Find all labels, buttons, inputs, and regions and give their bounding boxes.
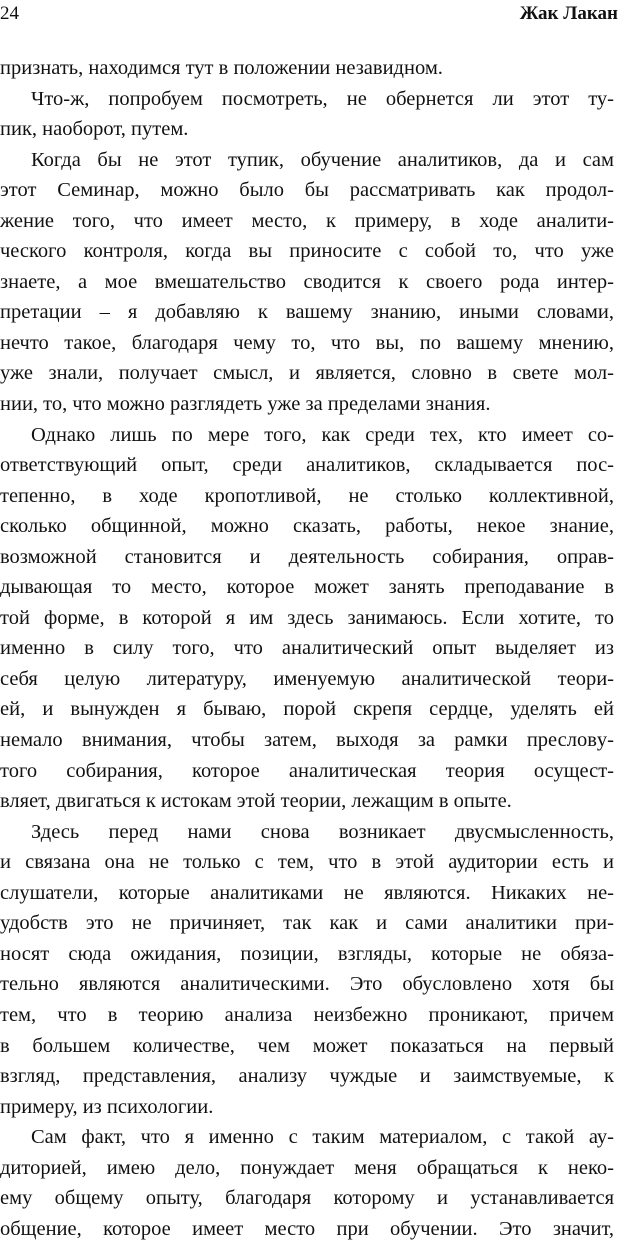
text-line: уже знали, получает смысл, и является, словно в свете мол- — [0, 362, 614, 385]
text-line: знаете, а мое вмешательство сводится к своего рода интер- — [0, 270, 614, 293]
page-number: 24 — [0, 3, 19, 24]
text-line: Сам факт, что я именно с таким материалом, с такой ау- — [31, 1126, 614, 1149]
text-line: ей, и вынужден я бываю, порой скрепя сердце, уделять ей — [0, 698, 614, 721]
text-line: именно в силу того, что аналитический опыт выделяет из — [0, 637, 614, 660]
paragraph — [0, 53, 614, 84]
text-line: той форме, в которой я им здесь занимаюсь. Если хотите, то — [0, 606, 614, 629]
text-line: тепенно, в ходе кропотливой, не столько коллективной, — [0, 484, 614, 507]
text-line: тельно являются аналитическими. Это обусловлено хотя бы — [0, 973, 614, 996]
text-line: примеру, из психологии. — [0, 1095, 214, 1118]
text-line: себя целую литературу, именуемую аналитической теори- — [0, 667, 614, 690]
text-line: взгляд, представления, анализу чуждые и заимствуемые, к — [0, 1065, 614, 1088]
running-head: Жак Лакан — [519, 3, 618, 24]
text-line: диторией, имею дело, понуждает меня обращаться к неко- — [0, 1156, 614, 1179]
paragraph — [0, 1122, 614, 1244]
text-line: тем, что в теорию анализа неизбежно проникают, причем — [0, 1003, 614, 1026]
text-line: в большем количестве, чем может показаться на первый — [0, 1034, 614, 1057]
text-line: немало внимания, чтобы затем, выходя за рамки пресловy- — [0, 729, 614, 752]
text-line: носят сюда ожидания, позиции, взгляды, которые не обяза- — [0, 942, 614, 965]
text-line: и связана она не только с тем, что в этой аудитории есть и — [0, 851, 614, 874]
text-line: возможной становится и деятельность собирания, оправ- — [0, 545, 614, 568]
paragraph — [0, 145, 614, 420]
body-text — [0, 53, 614, 1244]
paragraph — [0, 817, 614, 1122]
text-line: Однако лишь по мере того, как среди тех, кто имеет со- — [31, 423, 614, 446]
text-line: пик, наоборот, путем. — [0, 118, 189, 141]
text-line: ответствующий опыт, среди аналитиков, складывается пос- — [0, 454, 614, 477]
text-line: дывающая то место, которое может занять преподавание в — [0, 576, 614, 599]
page-header — [0, 3, 620, 27]
text-line: удобств это не причиняет, так как и сами аналитики при- — [0, 912, 614, 935]
text-line: нечто такое, благодаря чему то, что вы, по вашему мнению, — [0, 331, 614, 354]
text-line: сколько общинной, можно сказать, работы, некое знание, — [0, 515, 614, 538]
text-line: слушатели, которые аналитиками не являются. Никаких не- — [0, 881, 614, 904]
text-line: ему общему опыту, благодаря которому и устанавливается — [0, 1187, 614, 1210]
text-line: признать, находимся тут в положении незавидном. — [0, 57, 443, 79]
text-line: жение того, что имеет место, к примеру, в ходе аналити- — [0, 209, 614, 232]
text-line: Когда бы не этот тупик, обучение аналитиков, да и сам — [31, 148, 614, 171]
text-line: претации – я добавляю к вашему знанию, иными словами, — [0, 301, 614, 324]
paragraph — [0, 84, 614, 145]
text-line: ческого контроля, когда вы приносите с собой то, что уже — [0, 240, 614, 263]
paragraph — [0, 420, 614, 817]
text-line: Что-ж, попробуем посмотреть, не обернется ли этот ту- — [31, 87, 614, 110]
text-line: Здесь перед нами снова возникает двусмысленность, — [31, 820, 614, 843]
text-line: того собирания, которое аналитическая теория осущест- — [0, 759, 614, 782]
text-line: этот Семинар, можно было бы рассматривать как продол- — [0, 179, 614, 202]
text-line: общение, которое имеет место при обучении. Это значит, — [0, 1217, 614, 1240]
text-line: вляет, двигаться к истокам этой теории, лежащим в опыте. — [0, 790, 512, 813]
text-line: нии, то, что можно разглядеть уже за пределами знания. — [0, 393, 491, 416]
